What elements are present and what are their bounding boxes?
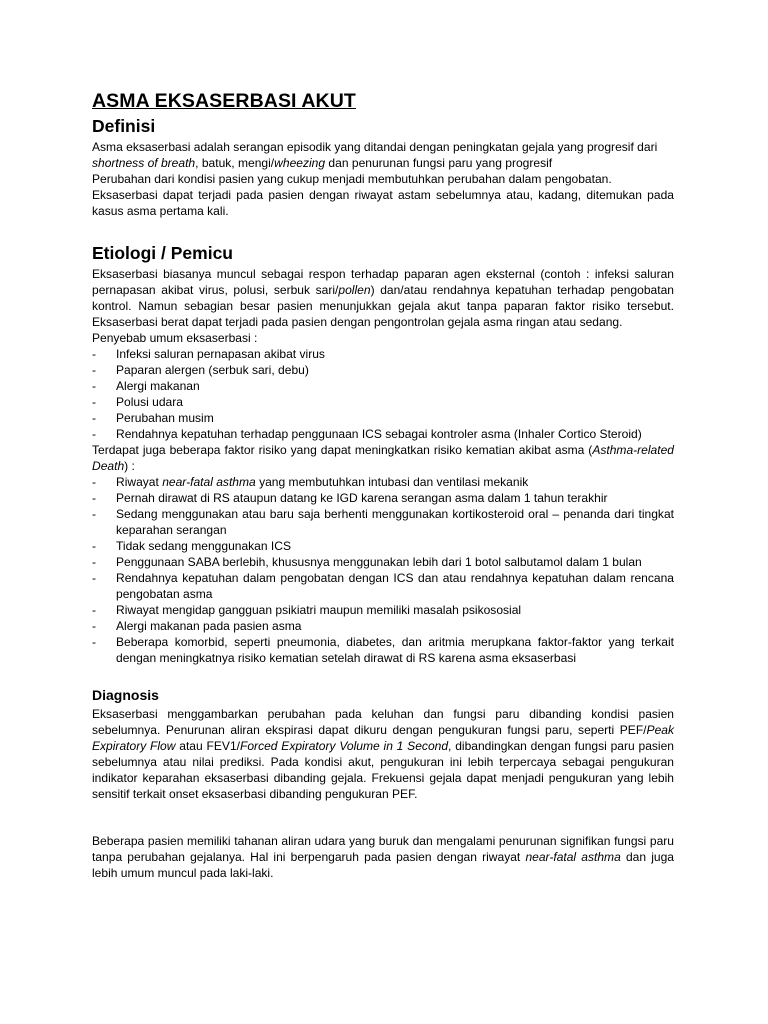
spacer [92,666,674,687]
diagnosis-paragraph-2 [92,833,674,881]
diagnosis-paragraph-1 [92,706,674,802]
text-segment: Eksaserbasi biasanya muncul sebagai respon terhadap paparan agen eksternal (contoh : infeksi saluran pernapasan akibat virus, polusi, serbuk sari/ [92,267,674,298]
text-segment: Beberapa komorbid, seperti pneumonia, diabetes, dan aritmia merupkana faktor-faktor yang terkait dengan meningkatnya risiko kematian setelah dirawat di RS karena asma eksaserbasi [116,635,674,666]
text-segment: Riwayat mengidap gangguan psikiatri maupun memiliki masalah psikososial [116,603,522,618]
section-heading-diagnosis: Diagnosis [92,687,159,704]
list-item: - Alergi makanan [92,378,674,394]
definisi-paragraph-1 [92,139,674,171]
list-item [92,490,674,506]
list-item [92,618,674,634]
text-segment: Tidak sedang menggunakan ICS [116,539,292,554]
definisi-paragraph-3: Eksaserbasi dapat terjadi pada pasien dengan riwayat astam sebelumnya atau, kadang, ditemukan pada kasus asma pertama kali. [92,188,674,219]
list-item [92,570,674,602]
italic-term: Peak Expiratory Flow [92,723,674,754]
section-heading-definisi: Definisi [92,116,156,137]
italic-term: Forced Expiratory Volume in 1 Second [240,739,449,754]
list-item [92,554,674,570]
text-segment: , batuk, mengi/ [195,156,275,171]
list-item [92,474,674,490]
list-item [92,634,674,666]
list-item: - Paparan alergen (serbuk sari, debu) [92,362,674,378]
italic-term: wheezing [274,156,326,171]
text-segment: Sedang menggunakan atau baru saja berhenti menggunakan kortikosteroid oral – penanda dari tingkat keparahan serangan [116,507,674,538]
italic-term: Asthma-related Death [92,443,674,474]
list-item: - Perubahan musim [92,410,674,426]
text-segment: ) dan/atau rendahnya kepatuhan terhadap pengobatan kontrol. Namun sebagian besar pasien menunjukkan gejala akut tanpa paparan faktor risiko tersebut. Eksaserbasi berat dapat terjadi pada pasien dengan pengontrolan gejala asma ringan atau sedang. [92,283,674,330]
italic-term: near-fatal asthma [525,850,621,865]
section-heading-etiologi: Etiologi / Pemicu [92,243,233,264]
text-segment: ) : [124,459,135,474]
causes-list [92,346,674,442]
text-segment: Asma eksaserbasi adalah serangan episodik yang ditandai dengan peningkatan gejala yang progresif dari [92,140,658,155]
risk-intro [92,442,674,474]
spacer [92,802,674,833]
text-segment: Terdapat juga beberapa faktor risiko yang dapat meningkatkan risiko kematian akibat asma ( [92,443,593,458]
text-segment: Rendahnya kepatuhan dalam pengobatan dengan ICS dan atau rendahnya kepatuhan dalam rencana pengobatan asma [116,571,674,602]
list-item: - Infeksi saluran pernapasan akibat virus [92,346,674,362]
text-segment: , dibandingkan dengan fungsi paru pasien sebelumnya atau nilai prediksi. Pada kondisi akut, pengukuran ini lebih terpercaya sebagai pengukuran indikator keparahan eksaserbasi dibanding gejala. Frekuensi gejala dapat menjadi pengukuran yang lebih sensitif terkait onset eksaserbasi dibanding pengukuran PEF. [92,739,675,802]
text-segment: Eksaserbasi menggambarkan perubahan pada keluhan dan fungsi paru dibanding kondisi pasien sebelumnya. Penurunan aliran ekspirasi dapat dikuru dengan pengukuran fungsi paru, seperti PEF/ [92,707,674,738]
list-item: - Polusi udara [92,394,674,410]
italic-term: shortness of breath [92,156,196,171]
list-item: - Rendahnya kepatuhan terhadap penggunaan ICS sebagai kontroler asma (Inhaler Cortico Steroid) [92,426,674,442]
text-segment: yang membutuhkan intubasi dan ventilasi mekanik [255,475,529,490]
text-segment: Pernah dirawat di RS ataupun datang ke IGD karena serangan asma dalam 1 tahun terakhir [116,491,608,506]
italic-term: pollen [338,283,371,298]
text-segment: dan juga lebih umum muncul pada laki-laki. [92,850,675,881]
document-title: ASMA EKSASERBASI AKUT [92,90,356,112]
spacer [92,219,674,243]
text-segment: Penggunaan SABA berlebih, khususnya menggunakan lebih dari 1 botol salbutamol dalam 1 bulan [116,555,642,570]
text-segment: Alergi makanan pada pasien asma [116,619,302,634]
list-item [92,506,674,538]
risk-factors-list [92,474,674,666]
text-segment: Beberapa pasien memiliki tahanan aliran udara yang buruk dan mengalami penurunan signifikan fungsi paru tanpa perubahan gejalanya. Hal ini berpengaruh pada pasien dengan riwayat [92,834,674,865]
text-segment: Riwayat [116,475,163,490]
etiologi-paragraph [92,266,674,330]
definisi-paragraph-2: Perubahan dari kondisi pasien yang cukup menjadi membutuhkan perubahan dalam pengobatan. [92,172,612,187]
text-segment: atau FEV1/ [175,739,240,754]
causes-intro: Penyebab umum eksaserbasi : [92,331,258,346]
italic-term: near-fatal asthma [162,475,256,490]
text-segment: dan penurunan fungsi paru yang progresif [325,156,553,171]
list-item [92,602,674,618]
list-item [92,538,674,554]
